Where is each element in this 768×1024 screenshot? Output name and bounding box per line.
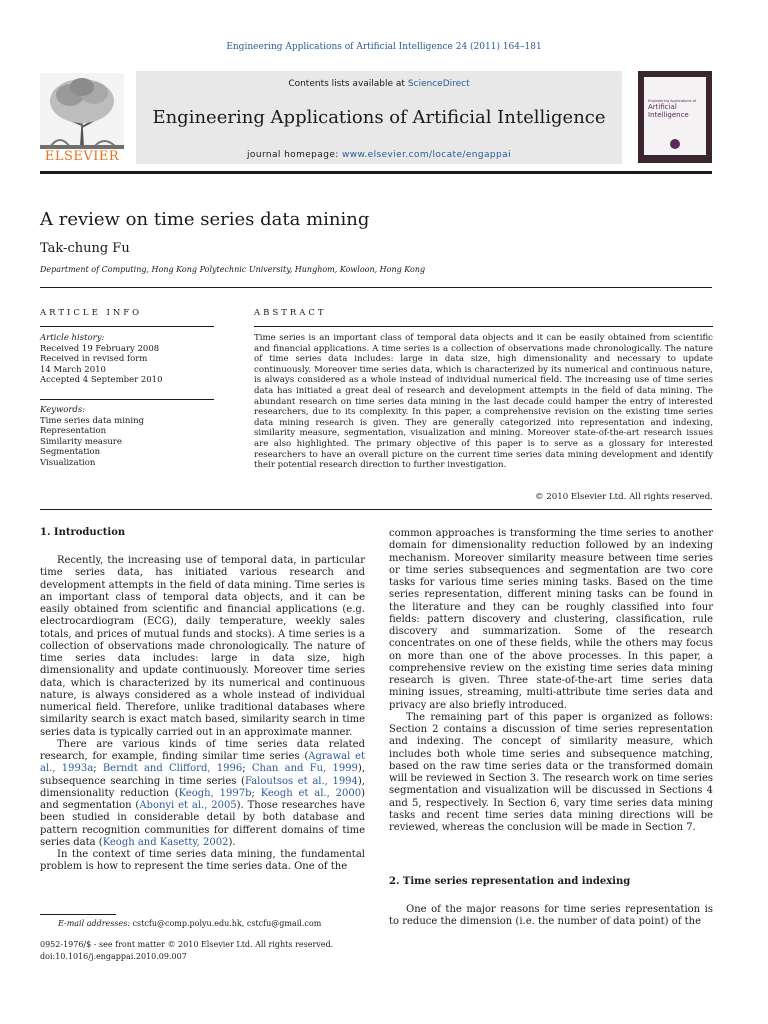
keywords <box>40 405 214 469</box>
paper-title: A review on time series data mining <box>40 209 370 230</box>
keyword: Similarity measure <box>40 436 122 447</box>
author-name: Tak-chung Fu <box>40 241 130 256</box>
title-rule <box>40 287 712 288</box>
text-span: ; <box>93 763 103 775</box>
intro-paragraph-2 <box>40 739 365 849</box>
homepage-prefix: journal homepage: <box>247 150 342 160</box>
issn-line: 0952-1976/$ - see front matter © 2010 Elsevier Ltd. All rights reserved. <box>40 940 334 949</box>
keyword: Representation <box>40 426 107 437</box>
intro-paragraph-3: In the context of time series data mining, the fundamental problem is how to represent the time series data. One of the <box>40 849 365 873</box>
contents-prefix: Contents lists available at <box>288 79 408 89</box>
copyright-notice: © 2010 Elsevier Ltd. All rights reserved. <box>535 492 713 502</box>
history-accepted: Accepted 4 September 2010 <box>40 375 163 386</box>
elsevier-wordmark: ELSEVIER <box>44 149 120 164</box>
text-span: ) and segmentation ( <box>40 787 365 811</box>
article-info-rule <box>40 326 214 327</box>
abstract-rule <box>254 326 713 327</box>
citation-link[interactable]: Keogh, 1997b <box>178 787 252 799</box>
text-span: ), subsequence searching in time series ( <box>40 763 366 787</box>
keyword: Time series data mining <box>40 415 145 426</box>
homepage-link[interactable]: www.elsevier.com/locate/engappai <box>341 150 511 160</box>
article-info-heading: ARTICLE INFO <box>40 308 143 318</box>
citation-link[interactable]: Chan and Fu, 1999 <box>251 763 358 775</box>
section-2-heading: 2. Time series representation and indexing <box>389 876 631 887</box>
cover-title-line-3: Intelligence <box>648 111 689 119</box>
section-2-text <box>389 904 713 929</box>
article-history <box>40 333 214 386</box>
history-label: Article history: <box>40 333 105 343</box>
homepage-line <box>136 150 622 160</box>
sciencedirect-link[interactable]: ScienceDirect <box>407 79 470 89</box>
section-2-paragraph-1: One of the major reasons for time series representation is to reduce the dimension (i.e. the number of data point) of the <box>389 904 713 928</box>
journal-banner <box>136 71 622 164</box>
text-span: ; <box>251 787 261 799</box>
section-1-heading: 1. Introduction <box>40 527 126 538</box>
keywords-rule <box>40 399 214 400</box>
left-column <box>40 555 365 874</box>
history-received: Received 19 February 2008 <box>40 343 160 354</box>
elsevier-tree-icon <box>40 73 124 149</box>
elsevier-logo <box>40 73 124 165</box>
cover-panel <box>644 77 706 155</box>
citation-link[interactable]: Keogh and Kasetty, 2002 <box>102 836 229 848</box>
text-span: There are various kinds of time series data related research, for example, finding similar time series ( <box>40 738 365 762</box>
right-column <box>389 528 713 834</box>
contents-line <box>136 79 622 89</box>
email-footnote <box>58 919 321 928</box>
citation-link[interactable]: Keogh et al., 2000 <box>260 787 362 799</box>
keyword: Visualization <box>40 457 96 468</box>
citation-link[interactable]: Abonyi et al., 2005 <box>139 800 237 811</box>
text-span: ), dimensionality reduction ( <box>40 775 365 799</box>
cover-emblem-icon <box>670 139 680 149</box>
doi-line[interactable]: doi:10.1016/j.engappai.2010.09.007 <box>40 952 187 961</box>
intro-paragraph-4: The remaining part of this paper is organized as follows: Section 2 contains a discussion of time series representation and indexing. The concept of similarity measure, which includes both whole time series and subsequence matching, based on the raw time series data or the transformed domain will be reviewed in Section 3. The research work on time series segmentation and visualization will be discussed in Sections 4 and 5, respectively. In Section 6, vary time series data mining tasks and recent time series data mining directions will be reviewed, whereas the conclusion will be made in Section 7. <box>389 711 713 833</box>
keyword: Segmentation <box>40 447 101 458</box>
journal-title: Engineering Applications of Artificial Intelligence <box>152 107 606 128</box>
intro-paragraph-1: Recently, the increasing use of temporal data, in particular time series data, has initiated various research and development attempts in the field of data mining. Time series is an important class of temporal data objects, and it can be easily obtained from scientific and financial applications (e.g. electrocardiogram (ECG), daily temperature, weekly sales totals, and prices of mutual funds and stocks). A time series is a collection of observations made chronologically. The nature of time series data includes: large in data size, high dimensionality and update continuously. Moreover time series data, which is characterized by its numerical and continuous nature, is always considered as a whole instead of individual numerical field. Therefore, unlike traditional databases where similarity search is exact match based, similarity search in time series data is typically carried out in an approximate manner. <box>40 555 365 738</box>
email-addresses[interactable]: cstcfu@comp.polyu.edu.hk, cstcfu@gmail.com <box>132 919 322 928</box>
abstract-text: Time series is an important class of temporal data objects and it can be easily obtained from scientific and financial applications. A time series is a collection of observations made chronologically. The nature of time series data includes: large in data size, high dimensionality and necessary to update continuously. Moreover time series data, which is characterized by its numerical and continuous nature, is always considered as a whole instead of individual numerical field. The increasing use of time series data has initiated a great deal of research and development attempts in the field of data mining. The abundant research on time series data mining in the last decade could hamper the entry of interested researchers, due to its complexity. In this paper, a comprehensive revision on the existing time series data mining research is given. They are generally categorized into representation and indexing, similarity measure, segmentation, visualization and mining. Moreover state-of-the-art research issues are also highlighted. The primary objective of this paper is to serve as a glossary for interested researchers to have an overall picture on the current time series data mining development and identify their potential research direction to further investigation. <box>254 333 713 471</box>
text-span: ; <box>242 763 252 775</box>
citation-link[interactable]: Berndt and Clifford, 1996 <box>102 763 243 775</box>
cover-title-line-1: Engineering Applications of <box>648 99 696 103</box>
cover-title-line-2: Artificial <box>648 103 677 111</box>
journal-cover <box>638 71 712 163</box>
citation-link[interactable]: Agrawal et al., 1993a <box>40 751 366 775</box>
text-span: ). Those researches have been studied in considerable detail by both database and pattern recognition communities for different domains of time series data ( <box>40 800 365 848</box>
history-revised-date: 14 March 2010 <box>40 364 106 375</box>
header-rule <box>40 171 712 174</box>
email-label: E-mail addresses: <box>58 919 133 928</box>
journal-citation[interactable]: Engineering Applications of Artificial Intelligence 24 (2011) 164–181 <box>226 42 542 52</box>
intro-paragraph-3-cont: common approaches is transforming the time series to another domain for dimensionality reduction followed by an indexing mechanism. Moreover similarity measure between time series or time series subsequences and segmentation are two core tasks for various time series mining tasks. Based on the time series representation, different mining tasks can be found in the literature and they can be roughly classified into four fields: pattern discovery and clustering, classification, rule discovery and summarization. Some of the research concentrates on one of these fields, while the others may focus on more than one of the above processes. In this paper, a comprehensive review on the existing time series data mining research is given. Three state-of-the-art time series data mining issues, streaming, multi-attribute time series data and privacy are also briefly introduced. <box>389 528 713 711</box>
affiliation: Department of Computing, Hong Kong Polytechnic University, Hunghom, Kowloon, Hong Kong <box>40 265 426 274</box>
keywords-label: Keywords: <box>40 405 86 415</box>
history-revised: Received in revised form <box>40 354 148 365</box>
abstract-bottom-rule <box>40 509 712 510</box>
abstract-heading: ABSTRACT <box>254 308 327 318</box>
citation-link[interactable]: Faloutsos et al., 1994 <box>244 775 358 787</box>
footnote-rule <box>40 914 116 915</box>
text-span: ). <box>228 836 236 848</box>
